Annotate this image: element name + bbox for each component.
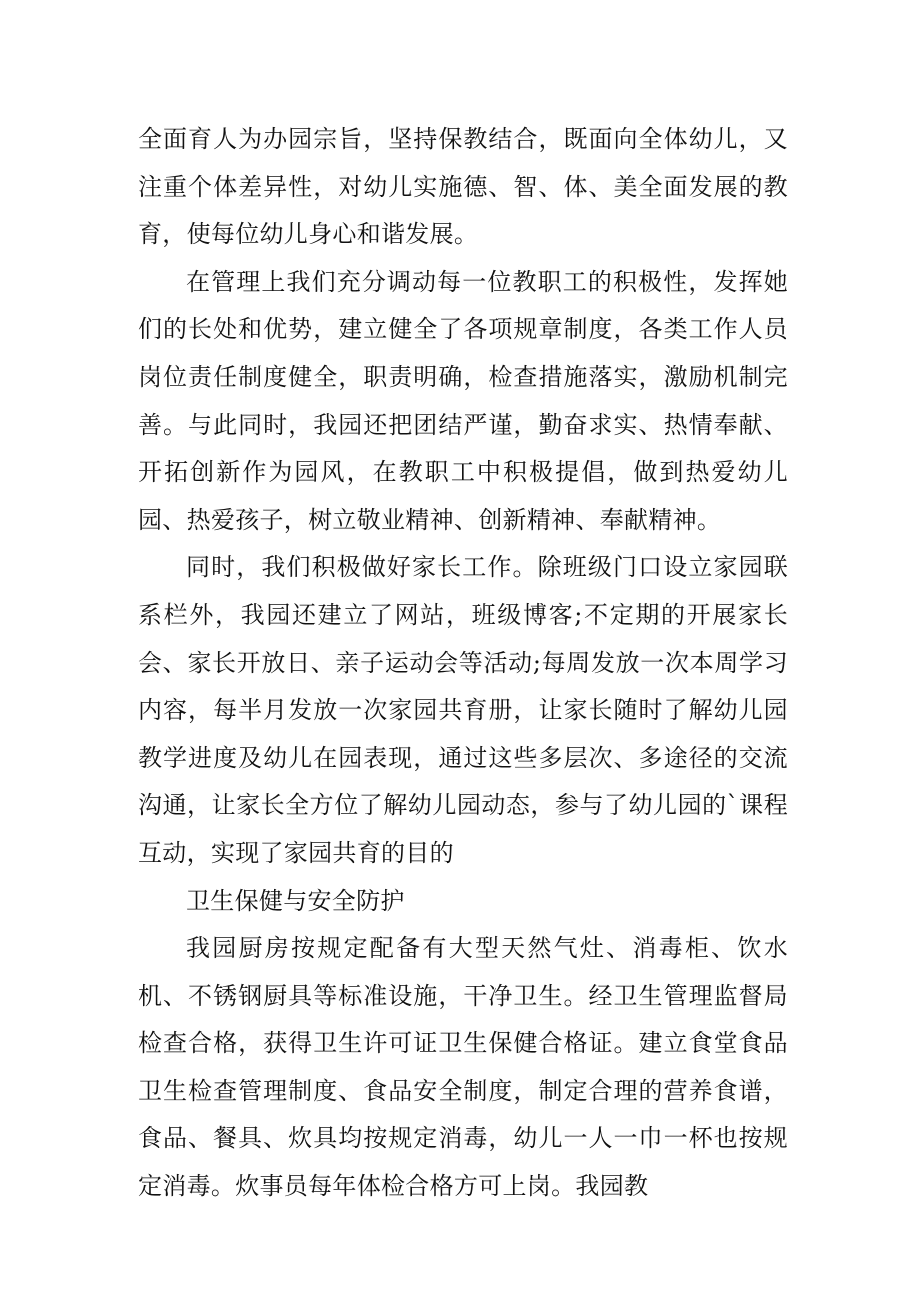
section-heading: 卫生保健与安全防护 (186, 886, 405, 915)
paragraph-management: 在管理上我们充分调动每一位教职工的积极性，发挥她们的长处和优势，建立健全了各项规章制度，各类工作人员岗位责任制度健全，职责明确，检查措施落实，激励机制完善。与此同时，我园还把团结严谨，勤奋求实、热情奉献、开拓创新作为园风，在教职工中积极提倡，做到热爱幼儿园、热爱孩子，树立敬业精神、创新精神、奉献精神。 (138, 267, 788, 534)
paragraph-hygiene: 我园厨房按规定配备有大型天然气灶、消毒柜、饮水机、不锈钢厨具等标准设施，干净卫生。经卫生管理监督局检查合格，获得卫生许可证卫生保健合格证。建立食堂食品卫生检查管理制度、食品安全制度，制定合理的营养食谱，食品、餐具、炊具均按规定消毒，幼儿一人一巾一杯也按规定消毒。炊事员每年体检合格方可上岗。我园教 (138, 934, 788, 1201)
paragraph-parent-work: 同时，我们积极做好家长工作。除班级门口设立家园联系栏外，我园还建立了网站，班级博客;不定期的开展家长会、家长开放日、亲子运动会等活动;每周发放一次本周学习内容，每半月发放一次家园共育册，让家长随时了解幼儿园教学进度及幼儿在园表现，通过这些多层次、多途径的交流沟通，让家长全方位了解幼儿园动态，参与了幼儿园的`课程互动，实现了家园共育的目的 (138, 553, 788, 867)
paragraph-continued: 全面育人为办园宗旨，坚持保教结合，既面向全体幼儿，又注重个体差异性，对幼儿实施德、智、体、美全面发展的教育，使每位幼儿身心和谐发展。 (138, 125, 788, 249)
document-body (138, 116, 788, 1211)
